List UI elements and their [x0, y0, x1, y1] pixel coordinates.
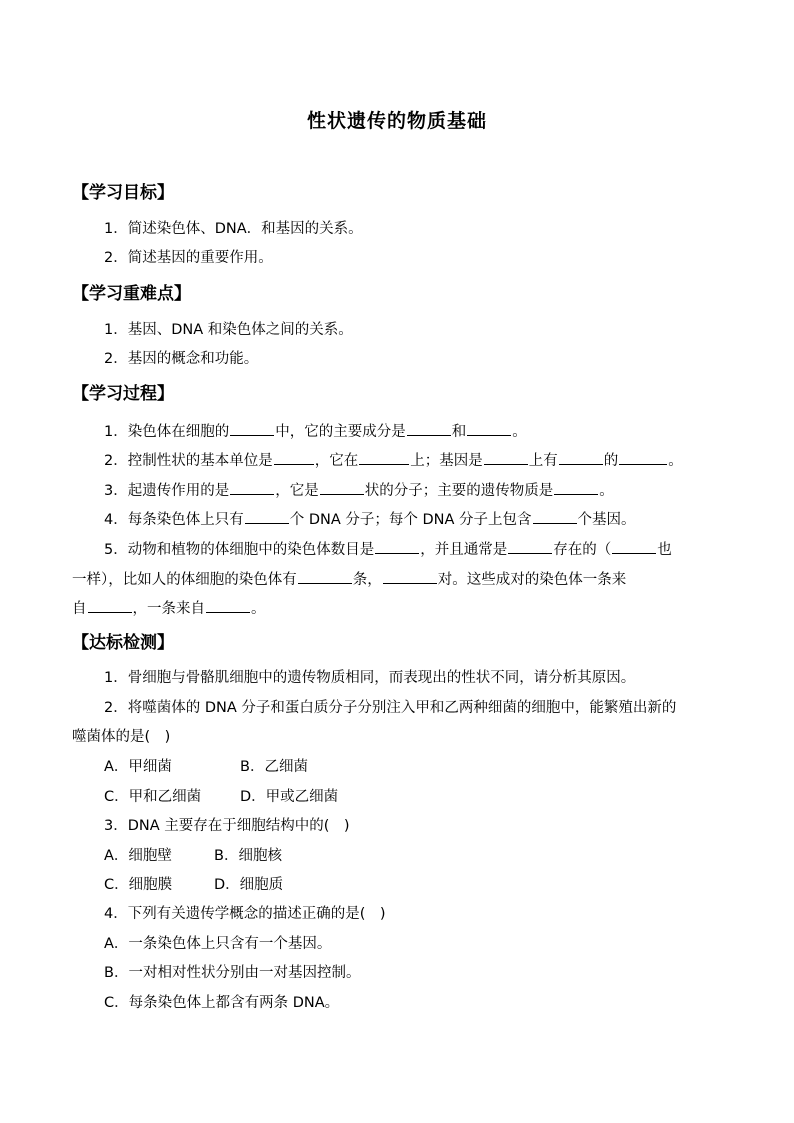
- q2-text: 。: [668, 453, 683, 469]
- q4-text: 个 DNA 分子；每个 DNA 分子上包含: [289, 512, 532, 528]
- q2-option-c: C．甲和乙细菌: [104, 789, 202, 805]
- goal-item-1: 1．简述染色体、DNA．和基因的关系。: [104, 221, 363, 237]
- blank[interactable]: [245, 509, 289, 524]
- process-question-1: [104, 421, 527, 442]
- blank[interactable]: [320, 480, 364, 495]
- q2-option-d: D．甲或乙细菌: [240, 789, 339, 805]
- blank[interactable]: [88, 598, 132, 613]
- q5-text: 。: [251, 601, 266, 617]
- q1-text: 。: [512, 424, 527, 440]
- test-question-4: 4．下列有关遗传学概念的描述正确的是( ): [104, 906, 386, 922]
- blank[interactable]: [274, 450, 314, 465]
- test-question-2-line1: 2．将噬菌体的 DNA 分子和蛋白质分子分别注入甲和乙两种细菌的细胞中，能繁殖出新的: [104, 700, 677, 716]
- process-question-5-line2: [72, 569, 626, 590]
- blank[interactable]: [298, 569, 352, 584]
- q4-option-b: B．一对相对性状分别由一对基因控制。: [104, 965, 361, 981]
- q4-text: 个基因。: [577, 512, 636, 528]
- q3-text: 3．起遗传作用的是: [104, 483, 230, 499]
- q2-text: 上有: [528, 453, 558, 469]
- q5-text: ，一条来自: [132, 601, 205, 617]
- key-points-heading: 【学习重难点】: [72, 284, 191, 304]
- q5-text: 存在的（: [553, 542, 612, 558]
- process-question-5-line3: [72, 598, 266, 619]
- blank[interactable]: [554, 480, 598, 495]
- blank[interactable]: [484, 450, 528, 465]
- q3-option-c: C．细胞膜: [104, 877, 173, 893]
- q3-option-a: A．细胞壁: [104, 848, 172, 864]
- q5-text: 条，: [352, 572, 382, 588]
- q5-text: 一样），比如人的体细胞的染色体有: [72, 572, 297, 588]
- page-title: 性状遗传的物质基础: [306, 110, 487, 132]
- q2-text: 2．控制性状的基本单位是: [104, 453, 273, 469]
- process-heading: 【学习过程】: [72, 384, 174, 404]
- key-point-item-1: 1．基因、DNA 和染色体之间的关系。: [104, 322, 353, 338]
- blank[interactable]: [230, 421, 274, 436]
- blank[interactable]: [533, 509, 577, 524]
- blank[interactable]: [383, 569, 437, 584]
- test-heading: 【达标检测】: [72, 633, 174, 653]
- q5-text: ，并且通常是: [420, 542, 508, 558]
- q2-option-a: A．甲细菌: [104, 759, 172, 775]
- blank[interactable]: [508, 539, 552, 554]
- q5-text: 对。这些成对的染色体一条来: [437, 572, 627, 588]
- q2-option-b: B．乙细菌: [240, 759, 308, 775]
- q1-text: 和: [451, 424, 467, 440]
- blank[interactable]: [559, 450, 603, 465]
- q3-option-b: B．细胞核: [214, 848, 282, 864]
- test-question-3: 3．DNA 主要存在于细胞结构中的( ): [104, 818, 350, 834]
- blank[interactable]: [206, 598, 250, 613]
- blank[interactable]: [359, 450, 409, 465]
- q5-text: 自: [72, 601, 87, 617]
- process-question-3: [104, 480, 614, 501]
- goal-item-2: 2．简述基因的重要作用。: [104, 250, 273, 266]
- q3-text: 状的分子；主要的遗传物质是: [364, 483, 554, 499]
- q2-text: 的: [603, 453, 619, 469]
- blank[interactable]: [612, 539, 656, 554]
- process-question-2: [104, 450, 683, 471]
- blank[interactable]: [407, 421, 451, 436]
- q3-text: 。: [599, 483, 614, 499]
- q4-option-a: A．一条染色体上只含有一个基因。: [104, 936, 332, 952]
- blank[interactable]: [230, 480, 274, 495]
- q2-text: 上；基因是: [410, 453, 483, 469]
- test-question-2-line2: 噬菌体的是( ): [72, 729, 171, 745]
- goals-heading: 【学习目标】: [72, 183, 174, 203]
- key-point-item-2: 2．基因的概念和功能。: [104, 351, 259, 367]
- blank[interactable]: [619, 450, 667, 465]
- q5-text: 也: [657, 542, 672, 558]
- q3-option-d: D．细胞质: [214, 877, 284, 893]
- process-question-4: [104, 509, 636, 530]
- q3-text: ，它是: [275, 483, 319, 499]
- test-question-1: 1．骨细胞与骨骼肌细胞中的遗传物质相同，而表现出的性状不同，请分析其原因。: [104, 670, 636, 686]
- blank[interactable]: [375, 539, 419, 554]
- q1-text: 1．染色体在细胞的: [104, 424, 230, 440]
- q1-text: 中，它的主要成分是: [275, 424, 406, 440]
- q4-option-c: C．每条染色体上都含有两条 DNA。: [104, 995, 340, 1011]
- blank[interactable]: [467, 421, 511, 436]
- process-question-5-line1: [104, 539, 672, 560]
- q2-text: ，它在: [314, 453, 359, 469]
- q4-text: 4．每条染色体上只有: [104, 512, 244, 528]
- q5-text: 5．动物和植物的体细胞中的染色体数目是: [104, 542, 375, 558]
